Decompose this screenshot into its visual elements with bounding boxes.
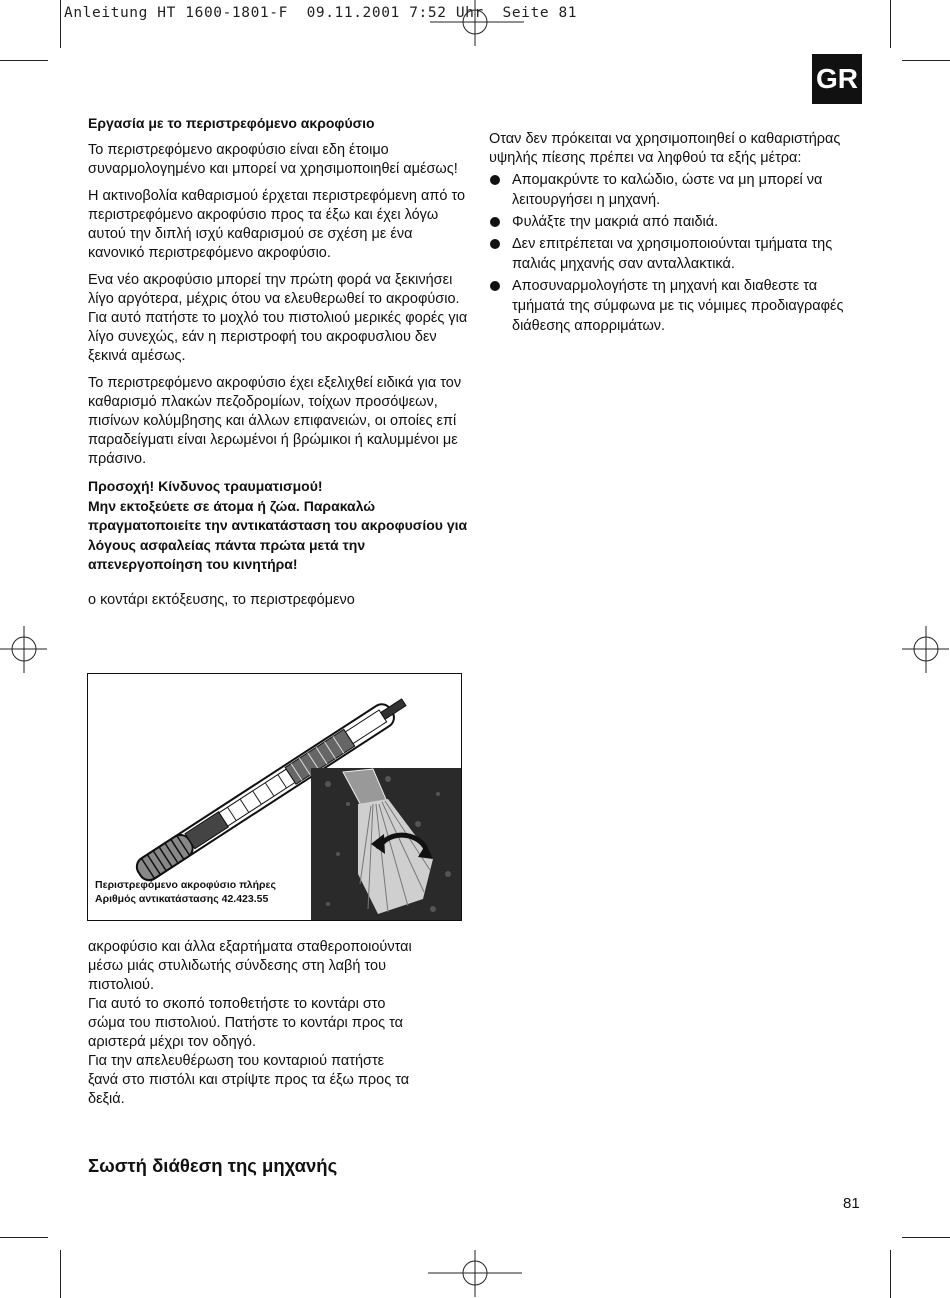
section-title: Σωστή διάθεση της μηχανής [88,1155,338,1176]
warning-block [88,477,468,575]
nozzle-figure [87,673,462,921]
paragraph: Η ακτινοβολία καθαρισμού έρχεται περιστρεφόμενη από το περιστρεφόμενο ακροφύσιο προς τα έξω και έχει λόγω αυτού την διπλή ισχύ καθαρισμού σε σχέση με ένα κανονικό περιστρεφόμενο ακροφύσιο. [88,188,466,261]
text-line: δεξιά. [88,1091,125,1107]
registration-mark-top [430,0,525,48]
text-line: πιστολιού. [88,977,154,993]
list-item-text: Αποσυναρμολογήστε τη μηχανή και διαθεστε τα τμήματά της σύμφωνα με τις νόμιμες προδιαγραφές διάθεσης απορριμάτων. [512,278,844,334]
text-line: μέσω μιάς στυλιδωτής σύνδεσης στη λαβή του [88,958,386,974]
text-line: αριστερά μέχρι τον οδηγό. [88,1034,256,1050]
list-item [489,170,869,210]
left-column [88,114,468,618]
paragraph: ο κοντάρι εκτόξευσης, το περιστρεφόμενο [88,591,355,608]
paragraph: Το περιστρεφόμενο ακροφύσιο έχει εξελιχθεί ειδικά για τον καθαρισμό πλακών πεζοδρομίων, τοίχων προσόψεων, πισίνων κολύμβησης και άλλων επιφανειών, οι οποίες επί παραδείγματι είναι λερωμένοι ή βρώμικοι ή καλυμμένοι με πράσινο. [88,375,462,467]
bullet-icon [490,175,500,185]
text-line: σώμα του πιστολιού. Πατήστε το κοντάρι προς τα [88,1015,404,1031]
caption-line: Περιστρεφόμενο ακροφύσιο πλήρες [95,879,276,891]
paragraph: Οταν δεν πρόκειται να χρησιμοποιηθεί ο καθαριστήρας υψηλής πίεσης πρέπει να ληφθού τα εξής μέτρα: [489,131,841,166]
warning-title: Προσοχή! Κίνδυνος τραυματισμού! [88,478,323,494]
bullet-icon [490,217,500,227]
figure-caption [95,878,276,906]
registration-mark-bottom [428,1250,523,1298]
right-column [489,130,869,338]
text-line: Για αυτό το σκοπό τοποθετήστε το κοντάρι στο [88,996,386,1012]
section-heading: Εργασία με το περιστρεφόμενο ακροφύσιο [88,115,375,131]
list-item [489,234,869,274]
registration-mark-left [0,626,48,674]
list-item [489,212,869,232]
bullet-icon [490,239,500,249]
text-line: ξανά στο πιστόλι και στρίψτε προς τα έξω προς τα [88,1072,410,1088]
list-item-text: Απομακρύντε το καλώδιο, ώστε να μη μπορεί να λειτουργήσει η μηχανή. [512,172,823,208]
bullet-icon [490,281,500,291]
bullet-list [489,170,869,336]
list-item-text: Φυλάξτε την μακριά από παιδιά. [512,214,719,230]
text-line: ακροφύσιο και άλλα εξαρτήματα σταθεροποιούνται [88,939,412,955]
text-line: Για την απελευθέρωση του κονταριού πατήστε [88,1053,385,1069]
language-badge: GR [812,54,862,104]
print-header: Anleitung HT 1600-1801-F 09.11.2001 7:52 Uhr Seite 81 [64,5,578,21]
page-number: 81 [843,1195,860,1212]
after-figure-text [88,938,468,1109]
warning-text: Μην εκτοξεύετε σε άτομα ή ζώα. Παρακαλώ πραγματοποιείτε την αντικατάσταση του ακροφυσίου για λόγους ασφαλείας πάντα πρώτα μετά την απενεργοποίηση του κινητήρα! [88,497,468,572]
paragraph: Το περιστρεφόμενο ακροφύσιο είναι εδη έτοιμο συναρμολογημένο και μπορεί να χρησιμοποιηθεί αμέσως! [88,142,458,177]
registration-mark-right [902,626,950,674]
list-item [489,276,869,336]
caption-line: Αριθμός αντικατάστασης 42.423.55 [95,893,269,905]
list-item-text: Δεν επιτρέπεται να χρησιμοποιούνται τμήματα της παλιάς μηχανής σαν ανταλλακτικά. [512,236,833,272]
paragraph: Ενα νέο ακροφύσιο μπορεί την πρώτη φορά να ξεκινήσει λίγο αργότερα, μέχρις ότου να ελευθερωθεί το ακροφύσιο. Για αυτό πατήστε το μοχλό του πιστολιού μερικές φορές για λίγο συνεχώς, εάν η περιστροφή του ακροφυσλιου δεν ξεκινά αμέσως. [88,272,468,364]
